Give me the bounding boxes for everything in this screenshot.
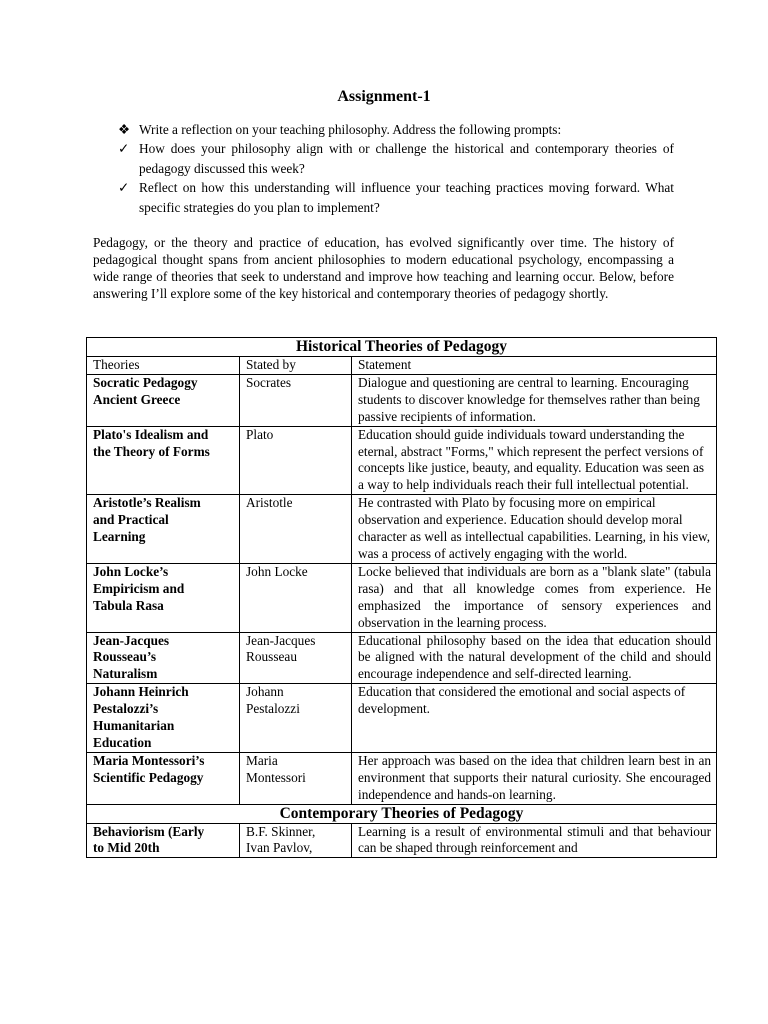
statement-cell: He contrasted with Plato by focusing more on empirical observation and experience. Education should develop moral character as well as intellectual capabilities. Learning, in his view, was a process of actively engaging with the world. bbox=[352, 495, 717, 564]
stated-by-cell bbox=[240, 823, 352, 858]
prompt-item bbox=[118, 178, 674, 217]
stated-by-name: B.F. Skinner, bbox=[246, 823, 316, 839]
theory-name: Learning bbox=[93, 529, 146, 545]
checkmark-icon: ✓ bbox=[118, 141, 130, 157]
statement-cell: Locke believed that individuals are born as a "blank slate" (tabula rasa) and that all knowledge comes from experience. He emphasized the importance of sensory experiences and observation in the learning process. bbox=[352, 563, 717, 632]
theory-name: Empiricism and bbox=[93, 580, 185, 596]
statement-cell: Dialogue and questioning are central to learning. Encouraging students to discover knowledge for themselves rather than being passive recipients of information. bbox=[352, 374, 717, 426]
statement-cell: Her approach was based on the idea that children learn best in an environment that supports their natural curiosity. She encouraged independence and hands-on learning. bbox=[352, 752, 717, 804]
stated-by-cell bbox=[240, 632, 352, 684]
theory-name: Pestalozzi’s bbox=[93, 701, 159, 717]
table-header-row bbox=[87, 357, 717, 375]
intro-paragraph: Pedagogy, or the theory and practice of education, has evolved significantly over time. The history of pedagogical thought spans from ancient philosophies to modern educational psychology, encompassing a wide range of theories that seek to understand and improve how teaching and learning occur. Below, before answering I’ll explore some of the key historical and contemporary theories of pedagogy shortly. bbox=[93, 235, 674, 301]
stated-by-cell bbox=[240, 495, 352, 564]
statement-cell: Educational philosophy based on the idea that education should be aligned with the natural development of the child and should encourage independence and self-directed learning. bbox=[352, 632, 717, 684]
assignment-title: Assignment-1 bbox=[337, 88, 431, 105]
theory-name: Behaviorism (Early bbox=[93, 823, 205, 839]
diamond-bullet-icon: ❖ bbox=[118, 122, 130, 137]
stated-by-cell bbox=[240, 684, 352, 753]
stated-by-name: Maria bbox=[246, 752, 278, 768]
theory-name: Tabula Rasa bbox=[93, 597, 164, 613]
statement-cell: Learning is a result of environmental stimuli and that behaviour can be shaped through reinforcement and bbox=[352, 823, 717, 858]
statement-cell: Education should guide individuals toward understanding the eternal, abstract "Forms," which represent the perfect versions of concepts like justice, beauty, and equality. Education was seen as a way to help individuals reach their full intellectual potential. bbox=[352, 426, 717, 495]
statement-cell: Education that considered the emotional and social aspects of development. bbox=[352, 684, 717, 753]
stated-by-name: Montessori bbox=[246, 769, 306, 785]
theory-name: to Mid 20th bbox=[93, 840, 160, 856]
prompt-text: Reflect on how this understanding will influence your teaching practices moving forward. What specific strategies do you plan to implement? bbox=[139, 180, 674, 215]
theory-name: the Theory of Forms bbox=[93, 443, 210, 459]
header-theories: Theories bbox=[87, 357, 240, 375]
theory-name: Humanitarian bbox=[93, 718, 175, 734]
prompt-text: How does your philosophy align with or challenge the historical and contemporary theories of pedagogy discussed this week? bbox=[139, 141, 674, 176]
theory-name: John Locke’s bbox=[93, 563, 169, 579]
stated-by-name: Ivan Pavlov, bbox=[246, 840, 313, 856]
theory-name: Scientific Pedagogy bbox=[93, 769, 204, 785]
theory-name: Johann Heinrich bbox=[93, 684, 189, 700]
header-stated-by: Stated by bbox=[240, 357, 352, 375]
theory-cell bbox=[87, 632, 240, 684]
theory-cell bbox=[87, 823, 240, 858]
header-statement: Statement bbox=[352, 357, 717, 375]
table-row bbox=[87, 632, 717, 684]
theory-cell bbox=[87, 426, 240, 495]
prompt-list bbox=[118, 120, 674, 217]
stated-by-cell bbox=[240, 374, 352, 426]
contemporary-section-heading: Contemporary Theories of Pedagogy bbox=[87, 804, 717, 823]
table-row bbox=[87, 426, 717, 495]
theory-name: Naturalism bbox=[93, 666, 158, 682]
stated-by-cell bbox=[240, 563, 352, 632]
table-row bbox=[87, 684, 717, 753]
stated-by-name: Jean-Jacques bbox=[246, 632, 316, 648]
theory-name: and Practical bbox=[93, 512, 169, 528]
theory-cell bbox=[87, 495, 240, 564]
theory-name: Rousseau’s bbox=[93, 649, 157, 665]
prompt-item bbox=[118, 120, 674, 139]
theory-name: Aristotle’s Realism bbox=[93, 495, 201, 511]
stated-by-name: Rousseau bbox=[246, 649, 297, 665]
theory-name: Jean-Jacques bbox=[93, 632, 170, 648]
stated-by-cell bbox=[240, 752, 352, 804]
historical-section-row bbox=[87, 338, 717, 357]
theory-cell bbox=[87, 374, 240, 426]
stated-by-name: Pestalozzi bbox=[246, 701, 300, 717]
prompt-text: Write a reflection on your teaching philosophy. Address the following prompts: bbox=[139, 122, 562, 137]
theory-cell bbox=[87, 752, 240, 804]
theory-name: Maria Montessori’s bbox=[93, 752, 205, 768]
theory-name: Socratic Pedagogy bbox=[93, 374, 198, 390]
pedagogy-theories-table bbox=[86, 337, 717, 858]
table-row bbox=[87, 563, 717, 632]
stated-by-name: Socrates bbox=[246, 374, 292, 390]
historical-section-heading: Historical Theories of Pedagogy bbox=[87, 338, 717, 357]
checkmark-icon: ✓ bbox=[118, 180, 130, 196]
table-row bbox=[87, 495, 717, 564]
table-row bbox=[87, 374, 717, 426]
stated-by-cell bbox=[240, 426, 352, 495]
prompt-item bbox=[118, 139, 674, 178]
theory-name: Plato's Idealism and bbox=[93, 426, 209, 442]
contemporary-section-row bbox=[87, 804, 717, 823]
theory-name: Ancient Greece bbox=[93, 391, 181, 407]
stated-by-name: Aristotle bbox=[246, 495, 293, 511]
theory-name: Education bbox=[93, 734, 152, 750]
stated-by-name: John Locke bbox=[246, 563, 308, 579]
theory-cell bbox=[87, 563, 240, 632]
table-row bbox=[87, 752, 717, 804]
table-row bbox=[87, 823, 717, 858]
stated-by-name: Plato bbox=[246, 426, 274, 442]
stated-by-name: Johann bbox=[246, 684, 284, 700]
theory-cell bbox=[87, 684, 240, 753]
